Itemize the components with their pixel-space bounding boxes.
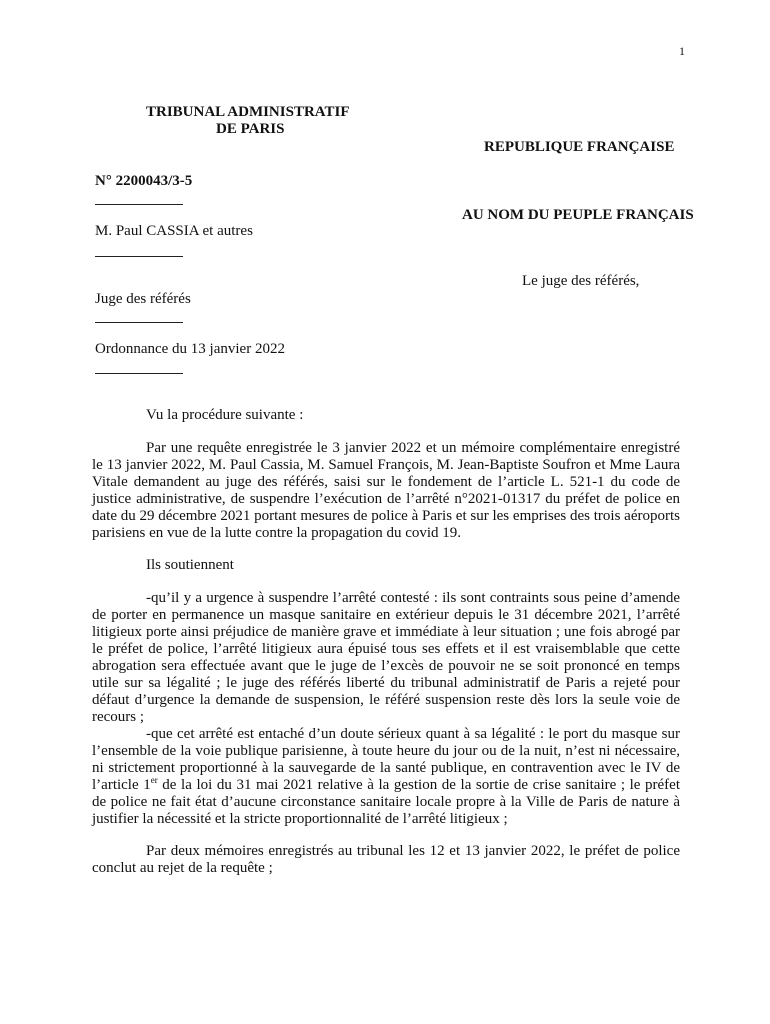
paragraph-prefect-text: Par deux mémoires enregistrés au tribunal les 12 et 13 janvier 2022, le préfet de police conclut au rejet de la requête ; — [92, 843, 680, 876]
claims-list — [92, 590, 680, 828]
separator-line — [95, 204, 183, 205]
paragraph-prefect-response — [92, 843, 680, 877]
paragraph-request-text: Par une requête enregistrée le 3 janvier 2022 et un mémoire complémentaire enregistré le 13 janvier 2022, M. Paul Cassia, M. Samuel François, M. Jean-Baptiste Soufron et Mme Laura Vitale demandent au juge des référés, saisi sur le fondement de l’article L. 521-1 du code de justice administrative, de suspendre l’exécution de l’arrêté n°2021-01317 du préfet de police en date du 29 décembre 2021 portant mesures de police à Paris et sur les emprises des trois aéroports parisiens en vue de la lutte contre la propagation du covid 19. — [92, 440, 680, 541]
order-date: Ordonnance du 13 janvier 2022 — [95, 341, 285, 357]
people-heading: AU NOM DU PEUPLE FRANÇAIS — [462, 207, 694, 223]
claim-urgency: -qu’il y a urgence à suspendre l’arrêté contesté : ils sont contraints sous peine d’amende de porter en permanence un masque sanitaire en extérieur depuis le 31 décembre 2021, l’arrêté litigieux porte ainsi préjudice de manière grave et immédiate à leur situation ; une fois abrogé par le préfet de police, l’arrêté litigieux aura épuisé tous ses effets et il est vraisemblable que cette abrogation sera effectuée avant que le juge de l’excès de pouvoir ne se soit prononcé en temps utile sur sa légalité ; le juge des référés liberté du tribunal administratif de Paris a rejeté pour défaut d’urgence la demande de suspension, le référé suspension reste dès lors la seule voie de recours ; — [92, 590, 680, 725]
judge-label: Le juge des référés, — [522, 273, 640, 289]
separator-line — [95, 256, 183, 257]
parties: M. Paul CASSIA et autres — [95, 223, 253, 239]
page-number: 1 — [679, 44, 685, 58]
paragraph-request — [92, 440, 680, 542]
judge-title: Juge des référés — [95, 291, 191, 307]
claim-legality: -que cet arrêté est entaché d’un doute sérieux quant à sa légalité : le port du masque sur l’ensemble de la voie publique parisienne, à toute heure du jour ou de la nuit, n’est ni nécessaire, ni strictement proportionné à la sauvegarde de la santé publique, en contravention avec le IV de l’article 1er de la loi du 31 mai 2021 relative à la gestion de la sortie de crise sanitaire ; le préfet de police ne fait état d’aucune circonstance sanitaire locale propre à la Ville de Paris de nature à justifier la nécessité et la stricte proportionnalité de l’arrêté litigieux ; — [92, 726, 680, 827]
procedure-intro: Vu la procédure suivante : — [146, 407, 304, 423]
republic-heading: REPUBLIQUE FRANÇAISE — [484, 139, 675, 155]
claims-intro: Ils soutiennent — [146, 557, 234, 573]
case-number: N° 2200043/3-5 — [95, 173, 193, 189]
court-name — [146, 104, 350, 138]
separator-line — [95, 322, 183, 323]
separator-line — [95, 373, 183, 374]
court-name-line1: TRIBUNAL ADMINISTRATIF — [146, 104, 350, 120]
court-name-line2: DE PARIS — [216, 121, 285, 137]
